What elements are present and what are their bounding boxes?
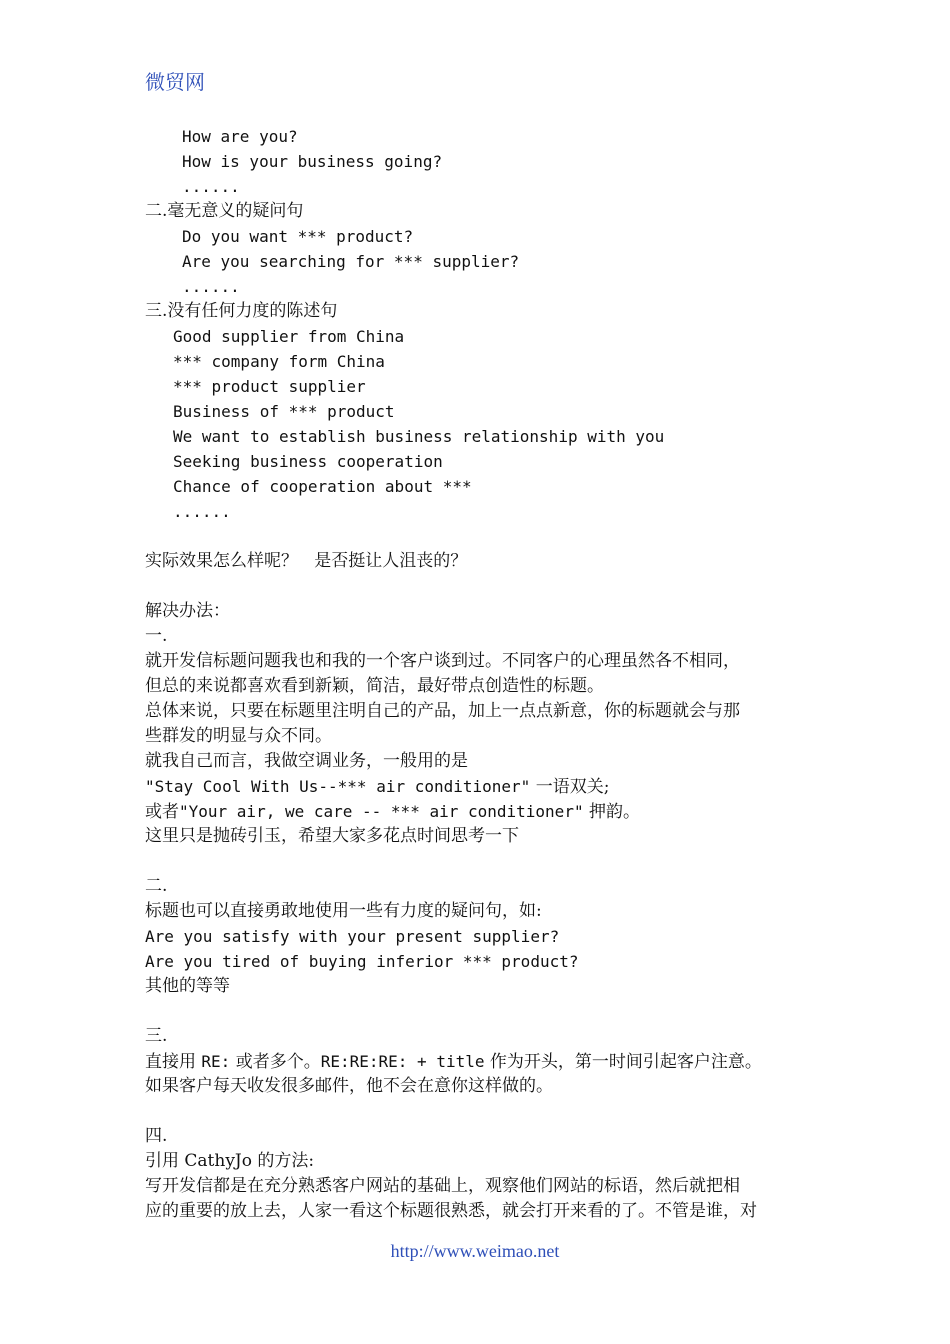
part1-example2 [145,799,825,824]
part1-example1-cn: 一语双关; [530,777,610,797]
part1-label: 一. [145,626,168,646]
part2-intro: 标题也可以直接勇敢地使用一些有力度的疑问句，如: [145,901,542,921]
section2-heading: 二.毫无意义的疑问句 [145,201,304,221]
section3-example: *** company form China [173,352,385,371]
part4-line: 写开发信都是在充分熟悉客户网站的基础上，观察他们网站的标语，然后就把相 [145,1176,740,1196]
spacer [145,1099,825,1124]
part3-line1-a: 直接用 [145,1052,202,1072]
part1-example1 [145,774,825,799]
part2-closing: 其他的等等 [145,976,230,996]
solutions-heading: 解决办法： [145,601,230,621]
part1-example2-en: "Your air, we care -- *** air conditioner" [179,802,584,821]
spacer [145,524,825,549]
part2-example: Are you satisfy with your present supplier? [145,927,560,946]
section3-example: *** product supplier [173,377,366,396]
section2-example: ...... [182,277,240,296]
section3-example: Seeking business cooperation [173,452,443,471]
site-name: 微贸网 [145,70,205,94]
greeting-example: How is your business going? [182,152,443,171]
part3-line1 [145,1049,825,1074]
spacer [145,849,825,874]
part1-line: 就我自己而言，我做空调业务，一般用的是 [145,751,468,771]
part1-example1-en: "Stay Cool With Us--*** air conditioner" [145,777,531,796]
part3-line1-b: RE: [201,1052,231,1071]
spacer [145,999,825,1024]
greeting-example: ...... [182,177,240,196]
section3-example: Chance of cooperation about *** [173,477,472,496]
section3-example: Good supplier from China [173,327,405,346]
part3-label: 三. [145,1026,168,1046]
part4-line: 应的重要的放上去，人家一看这个标题很熟悉，就会打开来看的了。不管是谁，对 [145,1201,757,1221]
part1-line: 总体来说，只要在标题里注明自己的产品，加上一点点新意，你的标题就会与那 [145,701,740,721]
greeting-example: How are you? [182,127,298,146]
part4-intro: 引用 CathyJo 的方法: [145,1151,315,1171]
part3-line2: 如果客户每天收发很多邮件，他不会在意你这样做的。 [145,1076,553,1096]
section2-example: Are you searching for *** supplier? [182,252,520,271]
part3-line1-c: 或者多个。 [230,1052,321,1072]
footer-url: http://www.weimao.net [390,1241,560,1261]
part1-closing: 这里只是抛砖引玉，希望大家多花点时间思考一下 [145,826,519,846]
section3-example: ...... [173,502,231,521]
spacer [145,574,825,599]
document-body [145,124,825,1224]
part1-line: 但总的来说都喜欢看到新颖，简洁，最好带点创造性的标题。 [145,676,604,696]
question-line: 实际效果怎么样呢？ 是否挺让人沮丧的？ [145,551,468,571]
section3-example: We want to establish business relationship with you [173,427,665,446]
section3-example: Business of *** product [173,402,395,421]
part1-line: 些群发的明显与众不同。 [145,726,332,746]
part1-example2-prefix: 或者 [145,802,179,822]
part2-example: Are you tired of buying inferior *** product? [145,952,579,971]
part1-example2-cn: 押韵。 [583,802,640,822]
part2-label: 二. [145,876,168,896]
section2-example: Do you want *** product? [182,227,414,246]
part4-label: 四. [145,1126,168,1146]
part3-line1-d: RE:RE:RE: + title [320,1052,485,1071]
part3-line1-e: 作为开头，第一时间引起客户注意。 [484,1052,762,1072]
part1-line: 就开发信标题问题我也和我的一个客户谈到过。不同客户的心理虽然各不相同， [145,651,740,671]
section3-heading: 三.没有任何力度的陈述句 [145,301,338,321]
